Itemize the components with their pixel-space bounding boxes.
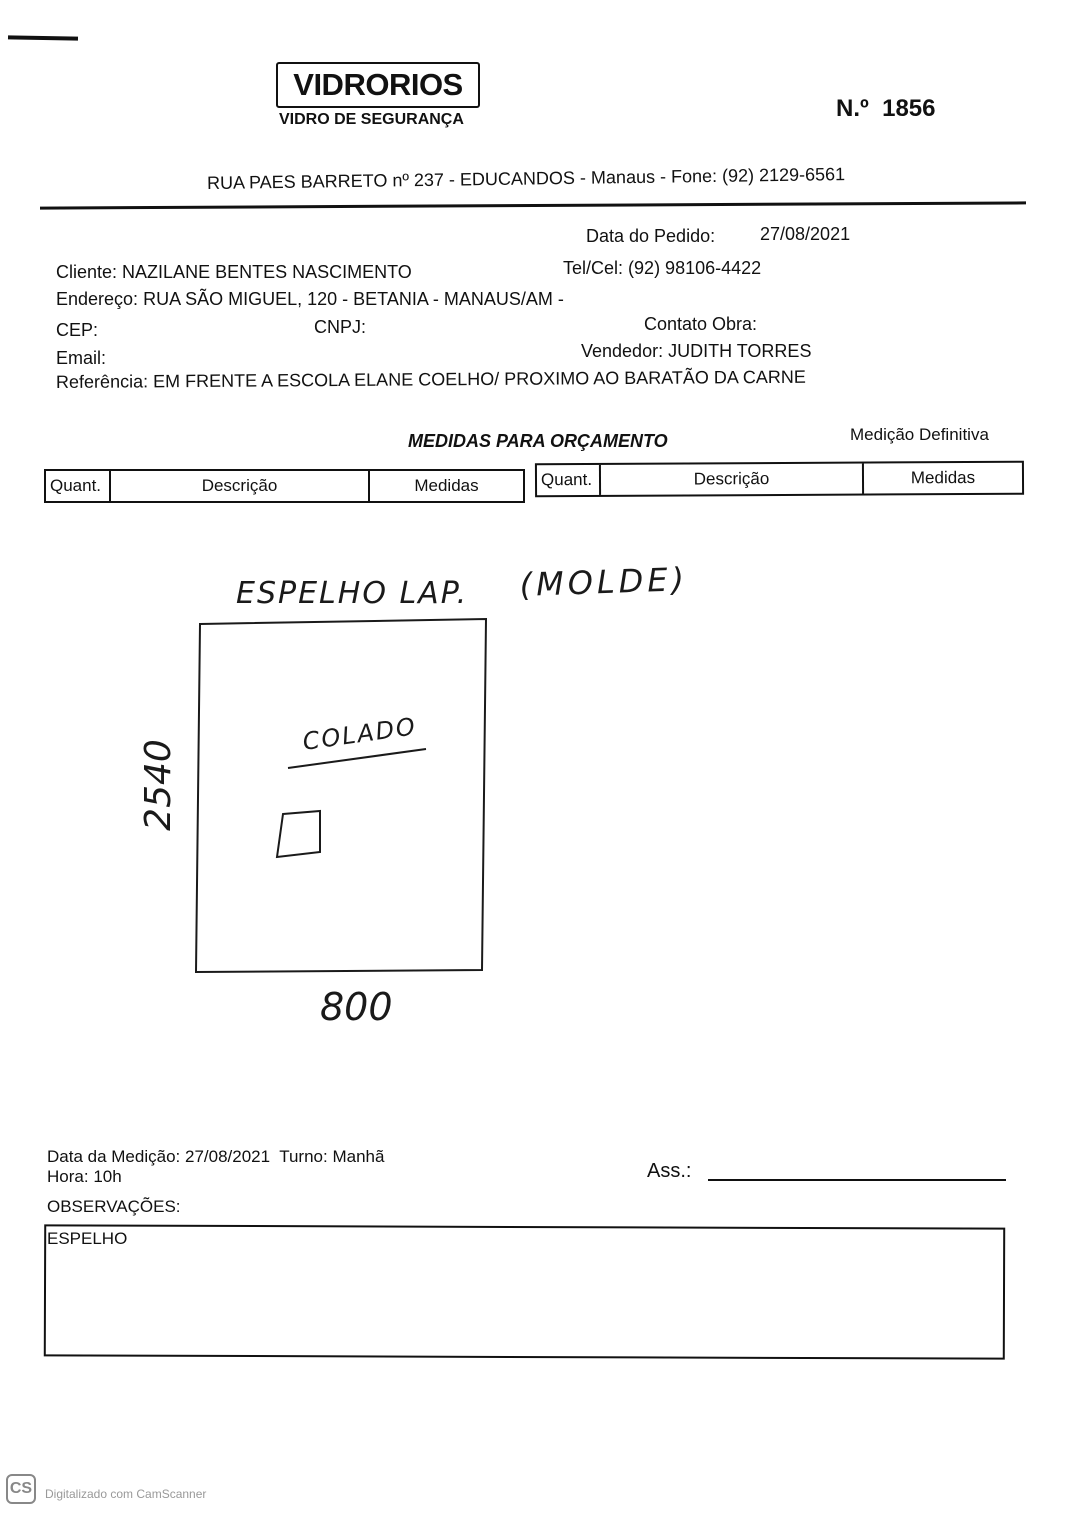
reference-label: Referência: [55,371,149,392]
glass-outline [196,619,486,972]
col-quantity: Quant. [537,465,601,495]
col-description: Descrição [111,471,370,501]
shift-value: Manhã [332,1147,385,1166]
height-dimension: 2540 [138,739,179,831]
measurement-date-value: 27/08/2021 [184,1147,271,1166]
seller-value: JUDITH TORRES [668,341,812,361]
time-line [47,1167,122,1187]
sketch-note: (MOLDE) [518,560,689,604]
order-date-label: Data do Pedido: [586,226,716,246]
reference-value: EM FRENTE A ESCOLA ELANE COELHO/ PROXIMO AO BARATÃO DA CARNE [153,366,806,392]
observations-text: ESPELHO [47,1229,128,1248]
time-label: Hora: [47,1167,89,1186]
measurement-date-label: Data da Medição: [47,1147,181,1166]
shift-label: Turno: [279,1147,328,1166]
order-number-value: 1856 [882,95,936,122]
definitive-measurement-label: Medição Definitiva [850,425,989,444]
company-address: RUA PAES BARRETO nº 237 - EDUCANDOS - Manaus - Fone: (92) 2129-6561 [206,164,846,193]
client-label: Cliente: [56,262,118,282]
measures-section-title: MEDIDAS PARA ORÇAMENTO [408,431,668,451]
small-square-mark [277,811,320,857]
client-value: NAZILANE BENTES NASCIMENTO [122,262,412,282]
measurement-date-line [47,1147,384,1167]
order-number-label: N.º [836,95,869,122]
client-address-value: RUA SÃO MIGUEL, 120 - BETANIA - MANAUS/AM - [143,289,564,309]
col-quantity: Quant. [46,471,111,501]
phone-value: (92) 98106-4422 [628,258,762,278]
sketch-title: ESPELHO LAP. [236,576,469,611]
camscanner-logo: CS [6,1474,36,1504]
time-value: 10h [93,1167,122,1186]
signature-label: Ass.: [647,1160,692,1182]
seller-label: Vendedor: [581,341,664,361]
col-measures: Medidas [414,476,479,495]
email-label: Email: [56,348,107,368]
company-logo-subtitle: VIDRO DE SEGURANÇA [279,111,464,128]
camscanner-watermark: Digitalizado com CamScanner [45,1487,207,1501]
width-dimension: 800 [320,985,393,1029]
col-description: Descrição [601,464,864,495]
cnpj-label: CNPJ: [314,317,367,337]
order-date-value: 27/08/2021 [760,224,851,244]
company-logo: VIDRORIOS [276,62,480,108]
observations-box [44,1224,1005,1359]
signature-line [708,1179,1006,1181]
client-address-label: Endereço: [56,289,139,309]
observations-label: OBSERVAÇÕES: [47,1197,181,1216]
col-measures: Medidas [910,467,976,488]
phone-label: Tel/Cel: [563,258,624,278]
sketch-inner-label: COLADO [300,712,419,756]
cep-label: CEP: [56,320,99,340]
contact-label: Contato Obra: [644,314,758,334]
